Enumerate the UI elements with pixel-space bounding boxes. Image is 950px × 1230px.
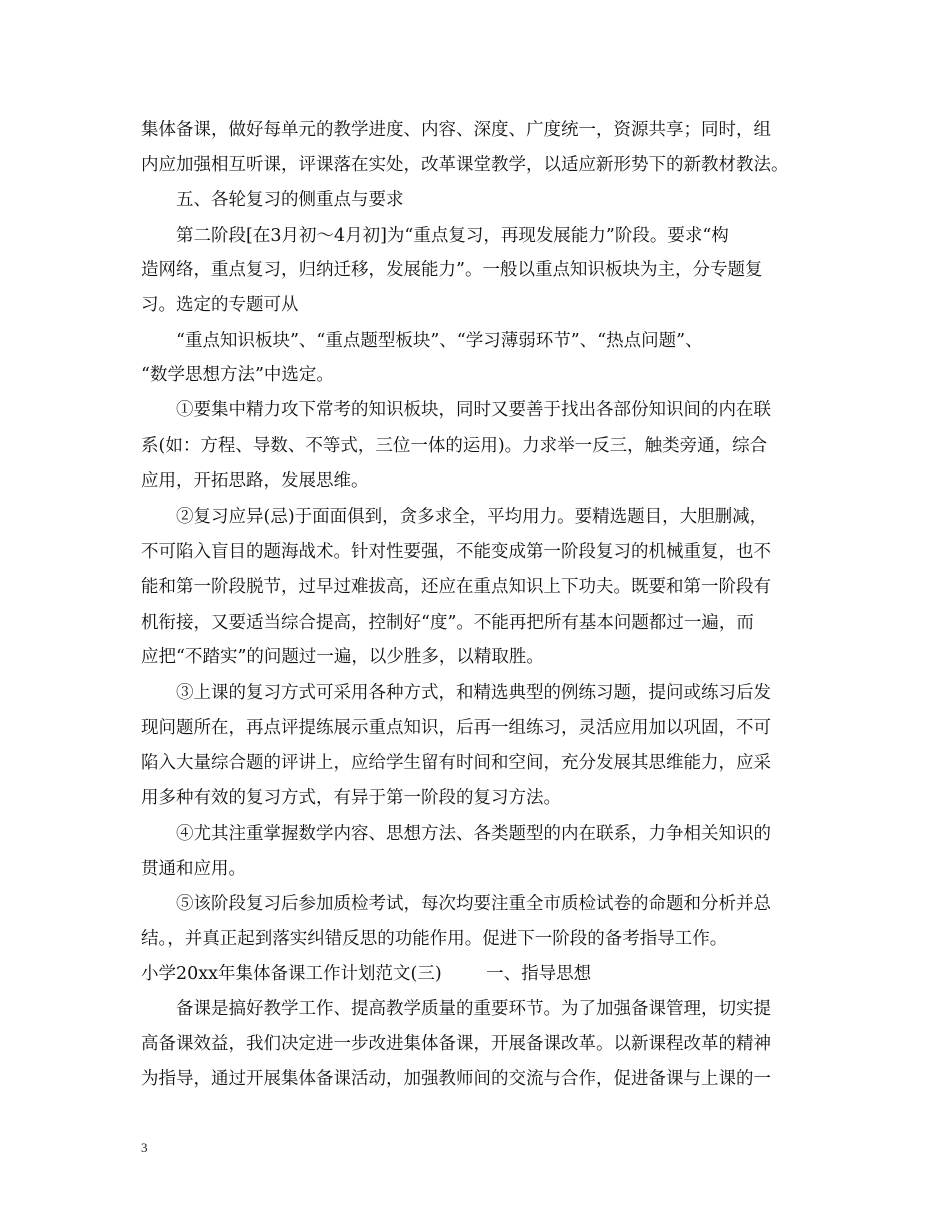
text-line: ③上课的复习方式可采用各种方式，和精选典型的例练习题，提问或练习后发 [176, 683, 771, 703]
text-line: 陷入大量综合题的评讲上，应给学生留有时间和空间，充分发展其思维能力，应采 [141, 753, 771, 773]
text-line: 结。，并真正起到落实纠错反思的功能作用。促进下一阶段的备考指导工作。 [141, 929, 728, 949]
text-line: 应用，开拓思路，发展思维。 [141, 471, 369, 491]
text-line: ⑤该阶段复习后参加质检考试，每次均要注重全市质检试卷的命题和分析并总 [176, 894, 771, 914]
text-line: 内应加强相互听课，评课落在实处，改革课堂教学，以适应新形势下的新教材教法。 [141, 155, 789, 175]
text-line: 现问题所在，再点评提练展示重点知识，后再一组练习，灵活应用加以巩固，不可 [141, 718, 771, 738]
text-line: 备课是搞好教学工作、提高教学质量的重要环节。为了加强备课管理，切实提 [176, 999, 771, 1019]
text-line: 第二阶段[在3月初～4月初]为“重点复习，再现发展能力”阶段。要求“构 [176, 226, 729, 246]
text-line: 应把“不踏实”的问题过一遍，以少胜多，以精取胜。 [141, 647, 544, 667]
section-title-line: 小学20xx年集体备课工作计划范文(三) 一、指导思想 [141, 964, 592, 984]
text-line: ④尤其注重掌握数学内容、思想方法、各类题型的内在联系，力争相关知识的 [176, 824, 771, 844]
text-line: ②复习应异(忌)于面面俱到，贪多求全，平均用力。要精选题目，大胆删减， [176, 507, 768, 527]
text-line: 用多种有效的复习方式，有异于第一阶段的复习方法。 [141, 788, 561, 808]
text-line: ①要集中精力攻下常考的知识板块，同时又要善于找出各部份知识间的内在联 [176, 400, 771, 420]
text-line: 机衔接，又要适当综合提高，控制好“度”。不能再把所有基本问题都过一遍，而 [141, 613, 754, 633]
text-line: 集体备课，做好每单元的教学进度、内容、深度、广度统一，资源共享；同时，组 [141, 120, 771, 140]
page-number: 3 [141, 1140, 148, 1155]
text-line: 系(如：方程、导数、不等式，三位一体的运用)。力求举一反三，触类旁通，综合 [141, 436, 768, 456]
text-line: “重点知识板块”、“重点题型板块”、“学习薄弱环节”、“热点问题”、 [176, 331, 703, 351]
text-line: 造网络，重点复习，归纳迁移，发展能力”。一般以重点知识板块为主，分专题复 [141, 260, 763, 280]
text-line: “数学思想方法”中选定。 [141, 365, 334, 385]
text-line: 为指导，通过开展集体备课活动，加强教师间的交流与合作，促进备课与上课的一 [141, 1069, 771, 1089]
text-line: 高备课效益，我们决定进一步改进集体备课，开展备课改革。以新课程改革的精神 [141, 1034, 771, 1054]
text-line: 不可陷入盲目的题海战术。针对性要强，不能变成第一阶段复习的机械重复，也不 [141, 542, 771, 562]
text-line: 能和第一阶段脱节，过早过难拔高，还应在重点知识上下功夫。既要和第一阶段有 [141, 577, 771, 597]
text-line: 习。选定的专题可从 [141, 295, 299, 315]
section-heading: 五、各轮复习的侧重点与要求 [176, 190, 404, 210]
text-line: 贯通和应用。 [141, 859, 246, 879]
